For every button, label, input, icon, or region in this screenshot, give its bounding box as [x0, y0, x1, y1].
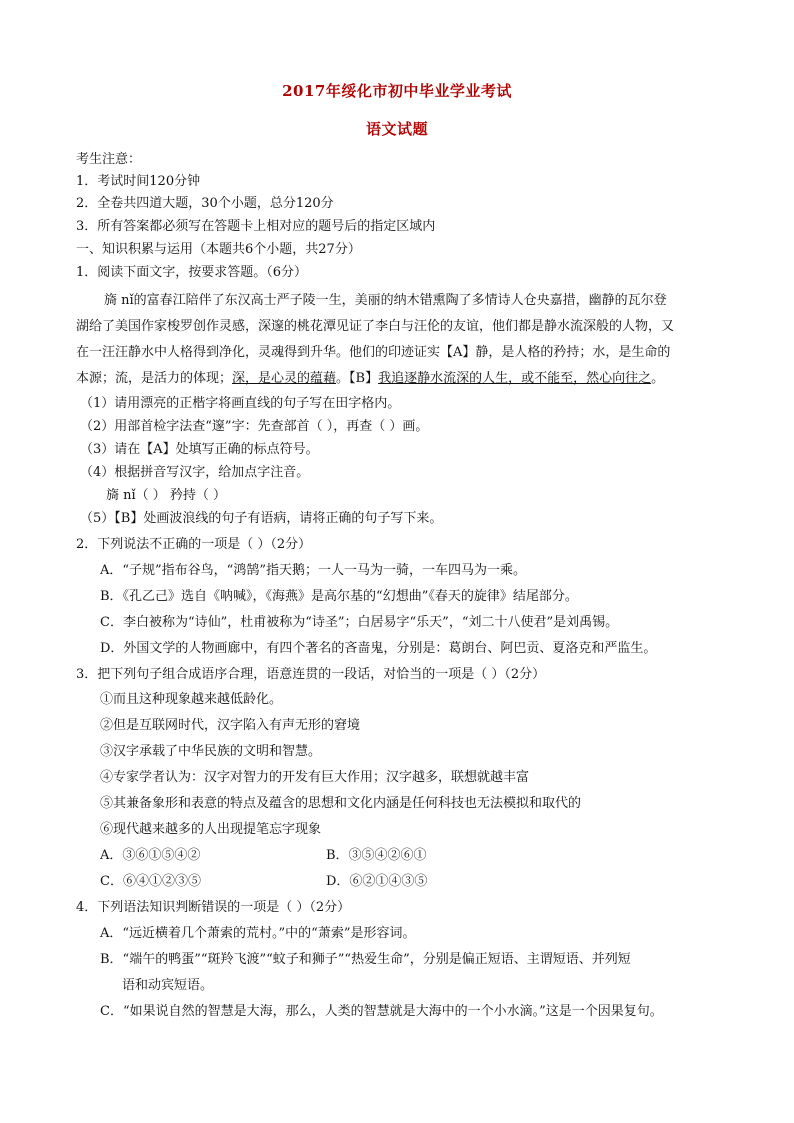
option: C．⑥④①②③⑤: [100, 874, 201, 889]
sub-question: （3）请在【A】处填写正确的标点符号。: [80, 442, 319, 457]
sub-question: （1）请用漂亮的正楷字将画直线的句子写在田字格内。: [80, 396, 401, 411]
option: C．李白被称为“诗仙”，杜甫被称为“诗圣”；白居易字“乐天”，“刘二十八使君”是刘禹锡。: [100, 615, 619, 630]
passage-line: 旖 nǐ的富春江陪伴了东汉高士严子陵一生，美丽的纳木错熏陶了多情诗人仓央嘉措，幽静的瓦尔登: [104, 293, 667, 308]
question-stem: 2．下列说法不正确的一项是（ ）（2分）: [76, 537, 312, 552]
question-stem: 1．阅读下面文字，按要求答题。（6分）: [76, 265, 308, 280]
option: A．“子规”指布谷鸟，“鸿鹄”指天鹅；一人一马为一骑，一车四马为一乘。: [100, 563, 526, 578]
underlined-sentence: 深，是心灵的蕴藉: [232, 371, 337, 386]
exam-subtitle: 语文试题: [365, 120, 428, 138]
sentence-item: ⑥现代越来越多的人出现提笔忘字现象: [100, 822, 322, 837]
passage-line: 湖给了美国作家梭罗创作灵感，深邃的桃花潭见证了李白与汪伦的友谊，他们都是静水流深般的人物，又: [76, 319, 675, 334]
question-stem: 4．下列语法知识判断错误的一项是（ ）（2分）: [76, 900, 351, 915]
passage-line: 在一汪汪静水中人格得到净化，灵魂得到升华。他们的印迹证实【A】静，是人格的矜持；水，是生命的: [76, 345, 671, 360]
option-continuation: 语和动宾短语。: [122, 978, 214, 993]
option: B．《孔乙己》选自《呐喊》，《海燕》是高尔基的“幻想曲”《春天的旋律》结尾部分。: [100, 589, 578, 604]
sentence-item: ④专家学者认为：汉字对智力的开发有巨大作用；汉字越多，联想就越丰富: [100, 770, 530, 785]
notice-item: 3．所有答案都必须写在答题卡上相对应的题号后的指定区域内: [76, 219, 436, 234]
exam-title: 2017年绥化市初中毕业学业考试: [282, 82, 512, 100]
section-heading: 一、知识积累与运用（本题共6个小题，共27分）: [76, 242, 361, 257]
option: A．“远近横着几个萧索的荒村。”中的“萧索”是形容词。: [100, 926, 416, 941]
notice-item: 1．考试时间120分钟: [76, 174, 201, 189]
pinyin-line: 旖 nǐ（ ） 矜持（ ）: [106, 488, 227, 503]
wavy-sentence: 我追逐静水流深的人生，或不能至，然心向往之: [378, 371, 652, 386]
option: D．外国文学的人物画廊中，有四个著名的吝啬鬼，分别是：葛朗台、阿巴贡、夏洛克和严监生。: [100, 641, 657, 656]
sub-question: （5）【B】处画波浪线的句子有语病，请将正确的句子写下来。: [80, 511, 443, 526]
option: B．“端午的鸭蛋”“斑羚飞渡”“蚊子和狮子”“热爱生命”，分别是偏正短语、主谓短语、并列短: [100, 952, 631, 967]
passage-text: 。: [651, 371, 665, 386]
sub-question: （4）根据拼音写汉字，给加点字注音。: [80, 465, 310, 480]
option: C．“如果说自然的智慧是大海，那么，人类的智慧就是大海中的一个小水滴。”这是一个因果复句。: [100, 1004, 663, 1019]
passage-text: 本源；流，是活力的体现；: [76, 371, 233, 386]
passage-text: 。【B】: [336, 371, 379, 386]
sentence-item: ③汉字承载了中华民族的文明和智慧。: [100, 744, 322, 759]
option: D．⑥②①④③⑤: [326, 874, 428, 889]
sub-question: （2）用部首检字法查“邃”字：先查部首（ ），再查（ ）画。: [80, 419, 429, 434]
sentence-item: ①而且这种现象越来越低龄化。: [100, 692, 283, 707]
question-stem: 3．把下列句子组合成语序合理，语意连贯的一段话，对恰当的一项是（ ）（2分）: [76, 667, 546, 682]
notice-item: 2．全卷共四道大题，30个小题，总分120分: [76, 196, 334, 211]
sentence-item: ⑤其兼备象形和表意的特点及蕴含的思想和文化内涵是任何科技也无法模拟和取代的: [100, 796, 582, 811]
passage-line: [76, 369, 726, 389]
option: A．③⑥①⑤④②: [100, 848, 201, 863]
notice-heading: 考生注意：: [76, 152, 142, 167]
option: B．③⑤④②⑥①: [326, 848, 427, 863]
sentence-item: ②但是互联网时代，汉字陷入有声无形的窘境: [100, 718, 361, 733]
